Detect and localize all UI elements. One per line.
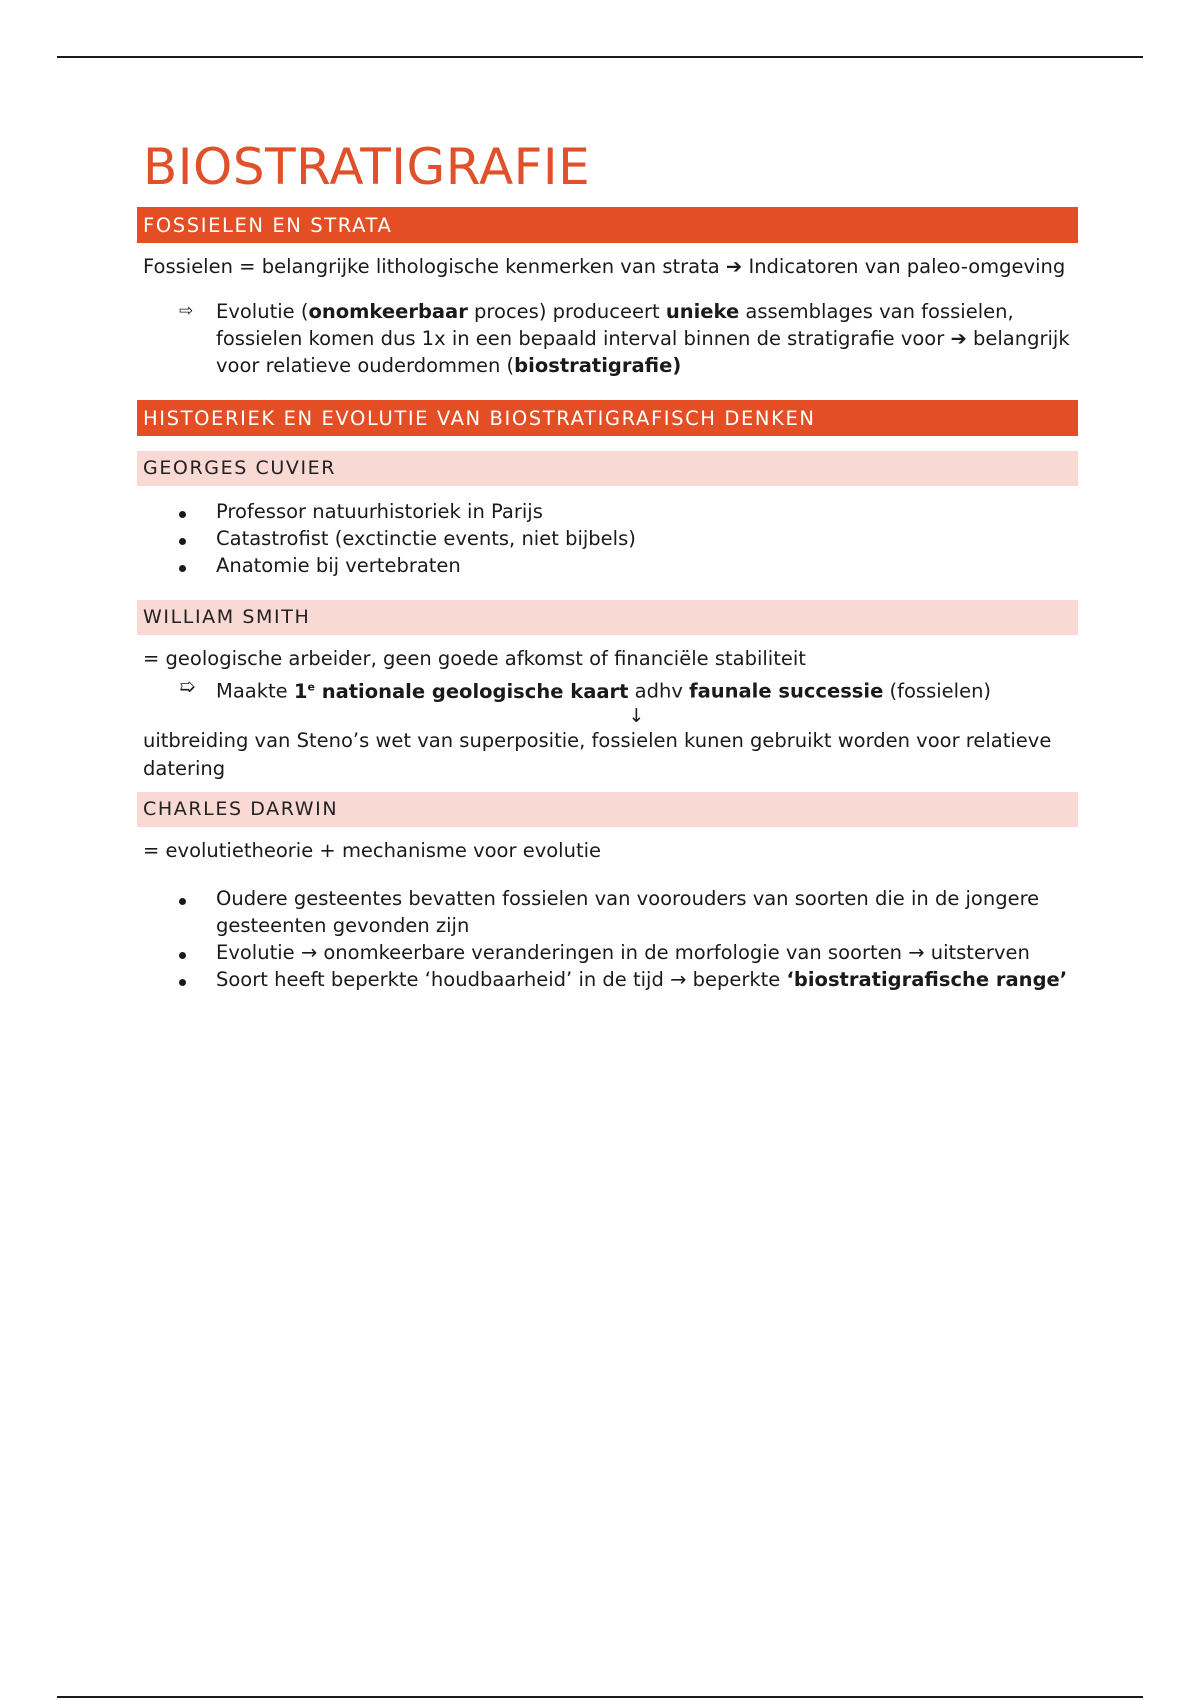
bold-text: unieke (665, 300, 740, 323)
cuvier-list (137, 498, 1078, 579)
bullet-icon (179, 885, 199, 912)
list-item-text: Anatomie bij vertebraten (216, 554, 461, 577)
list-item (137, 552, 1078, 579)
text: (fossielen) (883, 679, 992, 703)
fossielen-intro-text: Fossielen = belangrijke lithologische kenmerken van strata (143, 255, 726, 278)
bullet-icon (179, 498, 199, 525)
bullet-icon (179, 552, 199, 579)
text: belangrijk voor relatieve ouderdommen ( (216, 327, 1070, 377)
smith-intro: = geologische arbeider, geen goede afkomst of financiële stabiliteit (143, 647, 806, 670)
text: Maakte (216, 679, 294, 703)
bullet-icon (179, 939, 199, 966)
smith-sublist (137, 673, 1078, 705)
heading-william-smith: WILLIAM SMITH (137, 600, 1078, 635)
list-item (137, 939, 1078, 966)
down-arrow-icon: ↓ (628, 704, 645, 727)
list-item-text: Soort heeft beperkte ‘houdbaarheid’ in de tijd → beperkte (216, 967, 787, 991)
bullet-icon (179, 525, 199, 552)
text: Evolutie ( (216, 300, 309, 323)
heading-fossielen-en-strata: FOSSIELEN EN STRATA (137, 207, 1078, 243)
list-item (137, 498, 1078, 525)
bold-text: faunale successie (689, 679, 884, 703)
text: adhv (628, 679, 690, 703)
list-item (137, 885, 1078, 939)
list-item (137, 673, 1078, 705)
text: proces) produceert (467, 300, 666, 323)
list-item (137, 525, 1078, 552)
bold-text: onomkeerbaar (308, 300, 468, 323)
darwin-list (137, 885, 1078, 993)
darwin-intro: = evolutietheorie + mechanisme voor evolutie (143, 838, 602, 862)
bold-arrow-icon: ➯ (179, 675, 196, 698)
heading-georges-cuvier: GEORGES CUVIER (137, 451, 1078, 486)
list-item-text: Evolutie → onomkeerbare veranderingen in de morfologie van soorten → uitsterven (216, 940, 1030, 964)
list-item-text: Professor natuurhistoriek in Parijs (216, 500, 543, 523)
arrow-right-icon: ➔ (950, 327, 967, 350)
fossielen-intro (143, 253, 1078, 281)
document-body (137, 140, 1078, 993)
list-item-text: Oudere gesteentes bevatten fossielen van voorouders van soorten die in de jongere gesteenten gevonden zijn (216, 886, 1040, 937)
list-item (137, 298, 1078, 379)
fossielen-intro-text-2: Indicatoren van paleo-omgeving (742, 255, 1066, 278)
heading-charles-darwin: CHARLES DARWIN (137, 792, 1078, 827)
bold-text: 1e nationale geologische kaart (293, 679, 629, 703)
list-item (137, 966, 1078, 993)
text: assemblages van fossielen, fossielen komen dus 1x in een bepaald interval binnen de stratigrafie voor (216, 300, 1014, 350)
list-item-text: Catastrofist (exctinctie events, niet bijbels) (216, 527, 636, 550)
fossielen-sublist (137, 298, 1078, 379)
heading-historiek: HISTOERIEK EN EVOLUTIE VAN BIOSTRATIGRAFISCH DENKEN (137, 400, 1078, 436)
smith-outro: uitbreiding van Steno’s wet van superpositie, fossielen kunen gebruikt worden voor relatieve datering (143, 728, 1052, 780)
bold-text: biostratigrafie) (514, 354, 682, 377)
arrow-right-icon: ➔ (725, 255, 743, 278)
bold-text: ‘biostratigrafische range’ (786, 967, 1068, 991)
bullet-icon (179, 966, 199, 993)
header-rule (57, 56, 1143, 58)
document-title: BIOSTRATIGRAFIE (143, 138, 591, 196)
footer-rule (57, 1696, 1143, 1698)
hollow-arrow-icon: ⇨ (179, 301, 194, 321)
